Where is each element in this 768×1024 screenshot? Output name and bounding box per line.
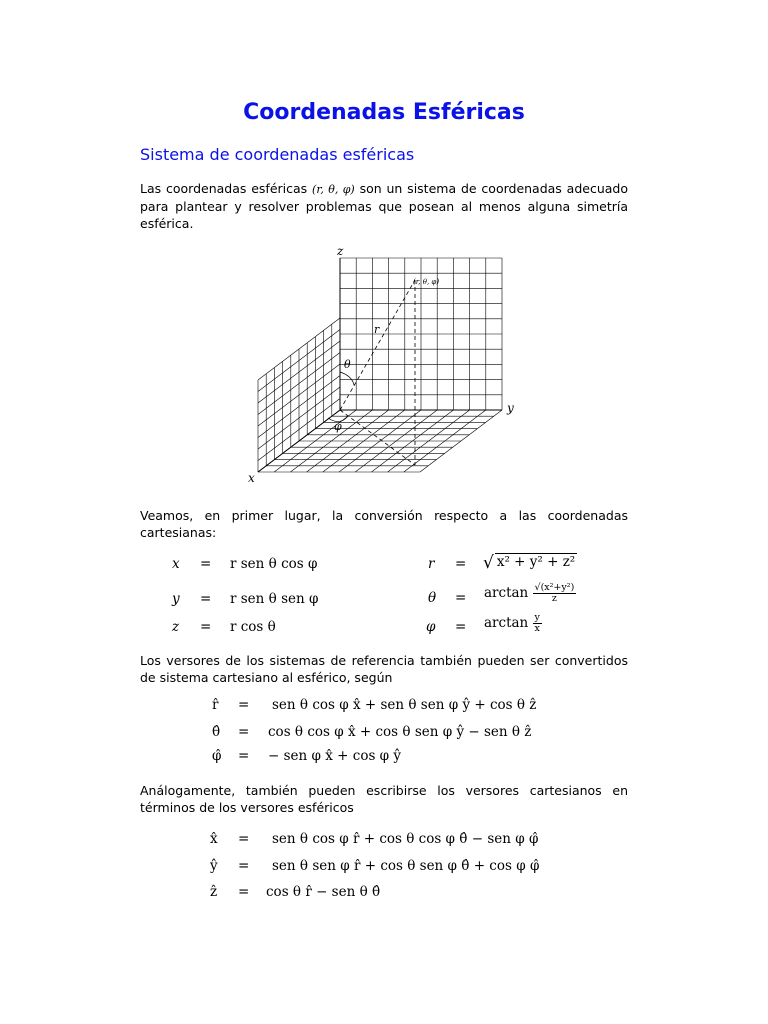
- eq-theta-row: [428, 590, 436, 606]
- eq-zhat-lhs: ẑ: [210, 884, 218, 900]
- cartesian-versors-paragraph: Análogamente, también pueden escribirse los versores cartesianos en términos de los versores esféricos: [140, 783, 628, 815]
- eq-phihat-lhs: φ̂: [212, 748, 222, 764]
- eq-phi-fraction: [533, 613, 542, 634]
- eq-yhat-sign: =: [238, 858, 250, 874]
- eq-phihat-sign: =: [238, 748, 250, 764]
- eq-z-lhs: z: [172, 619, 180, 635]
- eq-r-rhs: x² + y² + z²: [496, 554, 576, 570]
- eq-phihat-rhs: − sen φ x̂ + cos φ ŷ: [268, 748, 402, 764]
- eq-x-rhs: r sen θ cos φ: [230, 556, 318, 572]
- intro-text-before: Las coordenadas esféricas: [140, 181, 313, 196]
- eq-thetahat-sign: =: [238, 724, 250, 740]
- eq-thetahat-rhs: cos θ cos φ x̂ + cos θ sen φ ŷ − sen θ ẑ: [268, 724, 532, 740]
- eq-z-rhs: r cos θ: [230, 619, 276, 635]
- phi-label: φ: [334, 420, 342, 433]
- eq-z-row: [172, 619, 179, 635]
- eq-theta-fn: arctan: [484, 585, 529, 601]
- eq-phi-sign: =: [455, 619, 467, 635]
- spherical-coordinates-figure: [240, 240, 530, 490]
- eq-theta-sign: =: [455, 590, 467, 606]
- eq-y-row: [172, 591, 180, 607]
- eq-rhat-lhs: r̂: [212, 697, 219, 713]
- eq-rhat-sign: =: [238, 697, 250, 713]
- eq-r-lhs: r: [428, 556, 435, 572]
- versors-paragraph: Los versores de los sistemas de referencia también pueden ser convertidos de sistema cartesiano al esférico, según: [140, 653, 628, 685]
- radius-line: [340, 280, 415, 410]
- eq-y-lhs: y: [172, 591, 180, 607]
- eq-xhat-rhs: sen θ cos φ r̂ + cos θ cos φ θ̂ − sen φ φ̂: [272, 831, 539, 847]
- r-label: r: [374, 323, 380, 336]
- eq-phi-row: [426, 619, 435, 635]
- cartesian-conversion-paragraph: Veamos, en primer lugar, la conversión respecto a las coordenadas cartesianas:: [140, 508, 628, 540]
- left-wall-grid: [258, 318, 340, 472]
- eq-theta-rhs: [484, 583, 576, 604]
- eq-r-sign: =: [455, 556, 467, 572]
- eq-phi-fn: arctan: [484, 615, 529, 631]
- theta-arc: [340, 372, 354, 385]
- eq-x-lhs: x: [172, 556, 180, 572]
- point-label: (r, θ, φ): [413, 278, 440, 286]
- eq-phi-num: y: [534, 612, 540, 623]
- eq-thetahat-lhs: θ̂: [212, 724, 221, 740]
- eq-theta-lhs: θ: [428, 590, 437, 606]
- floor-grid: [258, 410, 502, 472]
- eq-phi-rhs: [484, 613, 542, 634]
- eq-x-sign: =: [200, 556, 212, 572]
- eq-yhat-lhs: ŷ: [210, 858, 218, 874]
- eq-y-rhs: r sen θ sen φ: [230, 591, 319, 607]
- eq-zhat-sign: =: [238, 884, 250, 900]
- eq-theta-fraction: [533, 583, 577, 604]
- eq-xhat-lhs: x̂: [210, 831, 218, 847]
- x-axis-label: x: [248, 471, 255, 485]
- eq-x-row: [172, 556, 180, 572]
- eq-y-sign: =: [200, 591, 212, 607]
- eq-phi-den: x: [534, 623, 540, 634]
- eq-r-row: [428, 556, 434, 572]
- eq-theta-num: √(x²+y²): [534, 582, 575, 593]
- y-axis-label: y: [507, 401, 514, 415]
- intro-paragraph: [140, 180, 628, 232]
- sqrt-icon: √: [483, 553, 494, 573]
- z-axis-label: z: [337, 244, 344, 258]
- eq-rhat-rhs: sen θ cos φ x̂ + sen θ sen φ ŷ + cos θ ẑ: [272, 697, 537, 713]
- intro-math: (r, θ, φ): [312, 183, 355, 196]
- theta-label: θ: [344, 358, 351, 371]
- eq-phi-lhs: φ: [426, 619, 436, 635]
- intro-text-after: son un sistema de coordenadas adecuado para plantear y resolver problemas que posean al menos alguna simetría esférica.: [140, 181, 628, 231]
- eq-xhat-sign: =: [238, 831, 250, 847]
- document-title: Coordenadas Esféricas: [243, 100, 525, 125]
- eq-r-rhs-wrapper: [483, 553, 577, 573]
- eq-theta-den: z: [551, 593, 557, 604]
- section-heading: Sistema de coordenadas esféricas: [140, 145, 415, 164]
- eq-yhat-rhs: sen θ sen φ r̂ + cos θ sen φ θ̂ + cos φ φ̂: [272, 858, 540, 874]
- eq-z-sign: =: [200, 619, 212, 635]
- eq-zhat-rhs: cos θ r̂ − sen θ θ̂: [266, 884, 381, 900]
